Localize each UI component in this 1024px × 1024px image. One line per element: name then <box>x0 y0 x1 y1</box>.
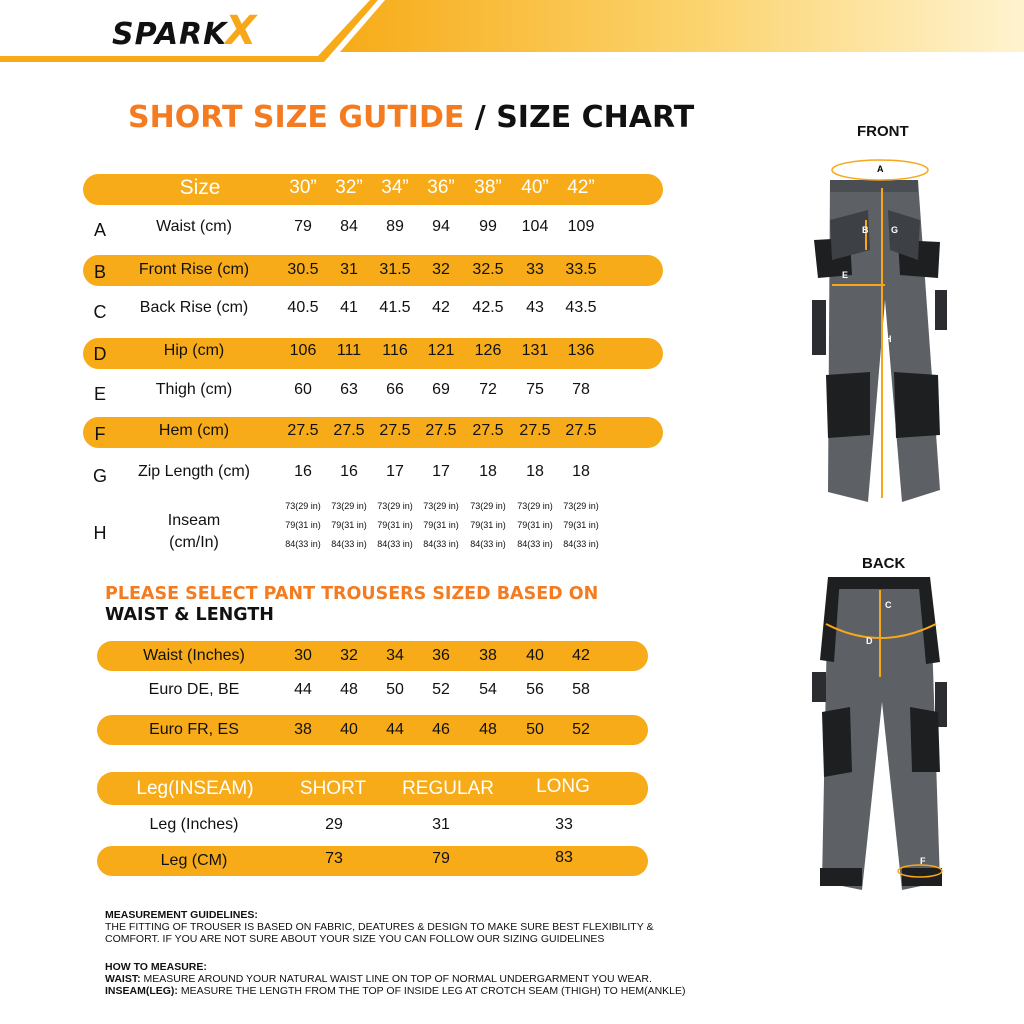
leg-row-cm-long: 83 <box>555 849 573 866</box>
inseam-cell: 84(33 in) <box>470 539 506 549</box>
size-cell: 94 <box>432 218 450 235</box>
size-cell: 106 <box>289 342 317 359</box>
back-mark-d: D <box>866 636 873 646</box>
waist-cell: 56 <box>526 681 544 698</box>
size-cell: 27.5 <box>519 422 551 439</box>
size-cell: 42 <box>432 299 450 316</box>
waist-cell: 36 <box>432 647 450 664</box>
leg-header-long: LONG <box>536 776 590 797</box>
size-header-2: 34” <box>381 177 409 198</box>
size-cell: 18 <box>479 463 497 480</box>
waist-cell: 48 <box>479 721 497 738</box>
size-header-4: 38” <box>474 177 502 198</box>
leg-row-inches-name: Leg (Inches) <box>149 816 239 833</box>
size-cell: 84 <box>340 218 358 235</box>
select-note-line1: PLEASE SELECT PANT TROUSERS SIZED BASED ON <box>105 584 599 604</box>
front-mark-a: A <box>877 164 884 174</box>
size-cell: 136 <box>567 342 595 359</box>
inseam-cell: 84(33 in) <box>423 539 459 549</box>
inseam-cell: 73(29 in) <box>377 501 413 511</box>
front-pants-illustration <box>790 150 980 520</box>
size-cell: 16 <box>294 463 312 480</box>
leg-row-cm-name: Leg (CM) <box>160 852 228 869</box>
size-header-1: 32” <box>335 177 363 198</box>
size-cell: 32 <box>432 261 450 278</box>
size-cell: 69 <box>432 381 450 398</box>
inseam-cell: 73(29 in) <box>285 501 321 511</box>
inseam-cell: 73(29 in) <box>517 501 553 511</box>
row-letter-g: G <box>92 466 107 486</box>
waist-cell: 58 <box>572 681 590 698</box>
size-cell: 63 <box>340 381 358 398</box>
size-cell: 75 <box>526 381 544 398</box>
size-header-0: 30” <box>289 177 317 198</box>
how-heading: HOW TO MEASURE: <box>105 961 207 973</box>
row-letter-h: H <box>93 523 107 543</box>
brand-logo: SPARKX <box>112 8 258 54</box>
row-letter-e: E <box>93 384 106 404</box>
row-letter-f: F <box>94 424 106 444</box>
row-name-0: Waist (cm) <box>156 218 232 235</box>
inseam-cell: 73(29 in) <box>563 501 599 511</box>
size-cell: 43 <box>526 299 544 316</box>
row-name-5: Hem (cm) <box>158 422 230 439</box>
page-title: SHORT SIZE GUTIDE / SIZE CHART <box>128 100 695 135</box>
size-cell: 33.5 <box>565 261 597 278</box>
size-cell: 78 <box>572 381 590 398</box>
size-cell: 111 <box>336 342 362 359</box>
front-label: FRONT <box>857 123 909 140</box>
row-name-1: Front Rise (cm) <box>138 261 250 278</box>
size-cell: 41.5 <box>379 299 411 316</box>
inseam-cell: 73(29 in) <box>331 501 367 511</box>
size-cell: 27.5 <box>425 422 457 439</box>
size-cell: 27.5 <box>333 422 365 439</box>
inseam-cell: 73(29 in) <box>423 501 459 511</box>
waist-cell: 44 <box>294 681 312 698</box>
size-cell: 32.5 <box>472 261 504 278</box>
size-cell: 79 <box>294 218 312 235</box>
row-name-3: Hip (cm) <box>163 342 225 359</box>
waist-cell: 46 <box>432 721 450 738</box>
waist-instruction: WAIST: MEASURE AROUND YOUR NATURAL WAIST LINE ON TOP OF NORMAL UNDERGARMENT YOU WEAR. <box>105 973 652 985</box>
row-name-2: Back Rise (cm) <box>139 299 249 316</box>
size-cell: 17 <box>386 463 404 480</box>
size-cell: 41 <box>340 299 358 316</box>
size-cell: 109 <box>567 218 595 235</box>
size-cell: 18 <box>526 463 544 480</box>
size-cell: 31 <box>340 261 358 278</box>
size-cell: 18 <box>572 463 590 480</box>
guidelines-heading: MEASUREMENT GUIDELINES: <box>105 909 258 921</box>
waist-cell: 48 <box>340 681 358 698</box>
how-to-measure <box>105 961 686 997</box>
front-mark-g: G <box>891 225 899 235</box>
waist-cell: 52 <box>572 721 590 738</box>
size-cell: 121 <box>427 342 455 359</box>
waist-cell: 54 <box>479 681 497 698</box>
inseam-cell: 84(33 in) <box>517 539 553 549</box>
select-note-line2: WAIST & LENGTH <box>105 605 274 625</box>
size-cell: 27.5 <box>379 422 411 439</box>
leg-header-regular: REGULAR <box>402 778 494 799</box>
size-header-5: 40” <box>521 177 549 198</box>
inseam-cell: 84(33 in) <box>285 539 321 549</box>
waist-cell: 38 <box>479 647 497 664</box>
leg-row-inches-long: 33 <box>555 816 573 833</box>
inseam-cell: 79(31 in) <box>470 520 506 530</box>
waist-cell: 32 <box>340 647 358 664</box>
size-cell: 40.5 <box>287 299 319 316</box>
back-label: BACK <box>862 555 906 572</box>
size-cell: 99 <box>479 218 497 235</box>
size-cell: 89 <box>386 218 404 235</box>
inseam-cell: 73(29 in) <box>470 501 506 511</box>
size-cell: 126 <box>474 342 502 359</box>
size-cell: 16 <box>340 463 358 480</box>
waist-cell: 40 <box>340 721 358 738</box>
waist-cell: 52 <box>432 681 450 698</box>
inseam-cell: 84(33 in) <box>377 539 413 549</box>
waist-cell: 34 <box>386 647 404 664</box>
leg-row-inches-short: 29 <box>325 816 343 833</box>
size-cell: 131 <box>521 342 549 359</box>
waist-cell: 38 <box>294 721 312 738</box>
measurement-guidelines <box>105 909 653 945</box>
guidelines-line1: THE FITTING OF TROUSER IS BASED ON FABRIC, DEATURES & DESIGN TO MAKE SURE BEST FLEXIBILITY & <box>105 921 654 933</box>
inseam-cell: 84(33 in) <box>563 539 599 549</box>
inseam-cell: 79(31 in) <box>331 520 367 530</box>
leg-row-cm-regular: 79 <box>432 850 450 867</box>
row-letter-c: C <box>93 302 107 322</box>
front-mark-e: E <box>842 270 849 280</box>
inseam-cell: 79(31 in) <box>563 520 599 530</box>
inseam-cell: 84(33 in) <box>331 539 367 549</box>
waist-cell: 30 <box>294 647 312 664</box>
row-name-inseam-2: (cm/In) <box>169 534 219 551</box>
back-mark-c: C <box>885 600 892 610</box>
leg-header-short: SHORT <box>299 778 367 799</box>
size-header-6: 42” <box>567 177 595 198</box>
waist-row-name-0: Waist (Inches) <box>143 647 245 664</box>
waist-cell: 50 <box>386 681 404 698</box>
size-header-label: Size <box>179 176 221 199</box>
back-mark-f: F <box>920 856 926 866</box>
waist-row-name-2: Euro FR, ES <box>149 721 239 738</box>
guidelines-line2: COMFORT. IF YOU ARE NOT SURE ABOUT YOUR SIZE YOU CAN FOLLOW OUR SIZING GUIDELINES <box>105 933 605 945</box>
size-header-3: 36” <box>427 177 455 198</box>
waist-row-name-1: Euro DE, BE <box>148 681 240 698</box>
size-cell: 104 <box>521 218 549 235</box>
size-cell: 60 <box>294 381 312 398</box>
leg-row-cm-short: 73 <box>325 850 343 867</box>
back-pants-illustration <box>790 572 980 902</box>
size-cell: 66 <box>386 381 404 398</box>
size-cell: 27.5 <box>287 422 319 439</box>
leg-header-name: Leg(INSEAM) <box>136 778 254 799</box>
size-cell: 33 <box>526 261 544 278</box>
leg-row-inches-regular: 31 <box>432 816 450 833</box>
row-letter-b: B <box>93 262 106 282</box>
inseam-instruction: INSEAM(LEG): MEASURE THE LENGTH FROM THE TOP OF INSIDE LEG AT CROTCH SEAM (THIGH) TO HEM(ANKLE) <box>105 985 686 997</box>
row-letter-d: D <box>93 344 107 364</box>
size-cell: 72 <box>479 381 497 398</box>
row-name-4: Thigh (cm) <box>155 381 233 398</box>
front-mark-h: H <box>885 334 892 344</box>
size-cell: 42.5 <box>472 299 504 316</box>
waist-cell: 42 <box>572 647 590 664</box>
waist-cell: 40 <box>526 647 544 664</box>
waist-cell: 44 <box>386 721 404 738</box>
inseam-cell: 79(31 in) <box>517 520 553 530</box>
size-cell: 30.5 <box>287 261 319 278</box>
size-cell: 43.5 <box>565 299 597 316</box>
size-cell: 31.5 <box>379 261 411 278</box>
size-cell: 27.5 <box>472 422 504 439</box>
row-name-inseam-1: Inseam <box>167 512 221 529</box>
size-cell: 27.5 <box>565 422 597 439</box>
inseam-cell: 79(31 in) <box>285 520 321 530</box>
waist-cell: 50 <box>526 721 544 738</box>
row-letter-a: A <box>93 220 106 240</box>
inseam-cell: 79(31 in) <box>377 520 413 530</box>
inseam-cell: 79(31 in) <box>423 520 459 530</box>
front-mark-b: B <box>862 225 869 235</box>
row-name-6: Zip Length (cm) <box>137 463 251 480</box>
size-cell: 17 <box>432 463 450 480</box>
size-cell: 116 <box>382 342 408 359</box>
